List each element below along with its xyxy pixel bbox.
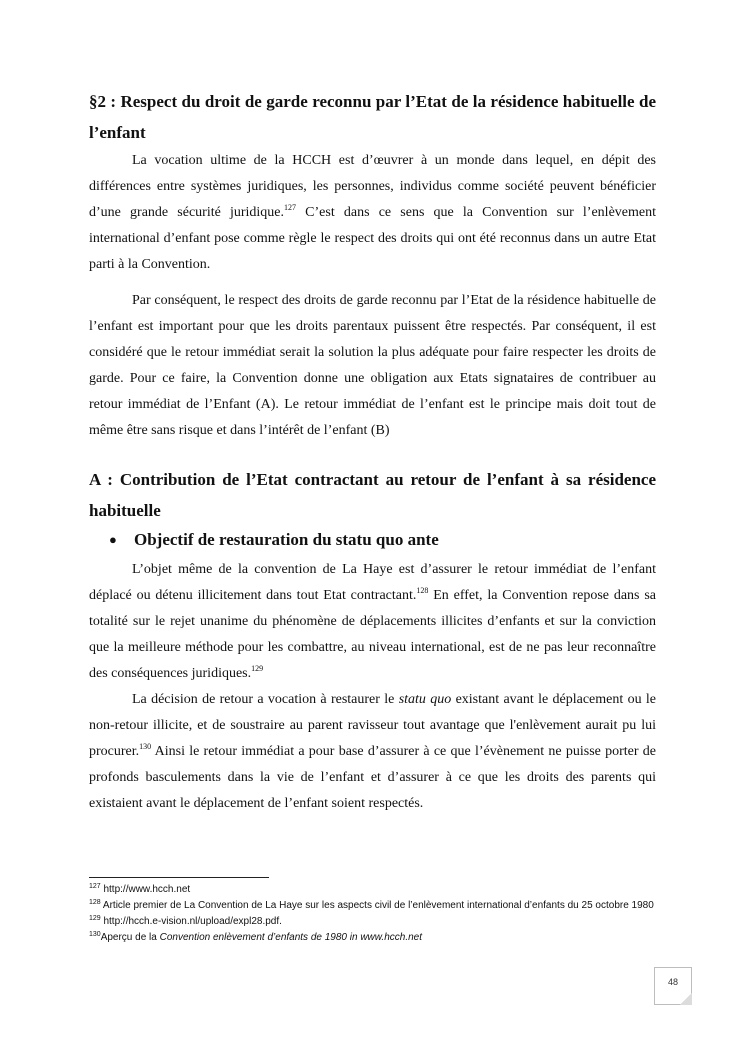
- footnote-128: $^{128}$ Article premier de La Convention de La Haye sur les aspects civil de l’enlèvement international d’enfants du 25 octobre 1980: [89, 899, 654, 911]
- footnotes: [89, 882, 659, 946]
- footnote-129: $^{129}$ http://hcch.e-vision.nl/upload/expl28.pdf.: [89, 915, 282, 927]
- footnote-ref-130[interactable]: 130: [139, 742, 152, 751]
- footnote-130: $^{130}$Aperçu de la Convention enlèvement d’enfants de 1980 in www.hcch.net: [89, 931, 423, 943]
- paragraph-3: L’objet même de la convention de La Haye est d’assurer le retour immédiat de l’enfant déplacé ou détenu illicitement dans tout Etat contractant.$^{128}$ En effet, la Convention repose dans sa totalité sur le rejet unanime du phénomène de déplacements illicites d’enfants et sur la conviction que la meilleure méthode pour les combattre, au niveau international, est de ne pas leur reconnaître des conséquences juridiques.$^{129}$: [89, 562, 656, 681]
- page-curl-icon: [680, 993, 692, 1005]
- paragraph-4: La décision de retour a vocation à restaurer le statu quo existant avant le déplacement ou le non-retour illicite, et de soustraire au parent ravisseur tout avantage que l'enlèvement aurait pu lui procurer.$^{130}$ Ainsi le retour immédiat a pour base d’assurer à ce que l’évènement ne puisse porter de profonds basculements dans la vie de l’enfant et d’assurer à ce que les droits des parents qui existaient avant le déplacement de l’enfant soient respectés.: [89, 692, 656, 811]
- page-body: [89, 86, 656, 817]
- paragraph-1: La vocation ultime de la HCCH est d’œuvrer à un monde dans lequel, en dépit des différences entre systèmes juridiques, les personnes, individus comme société peuvent bénéficier d’une grande sécurité juridique.$^{127}$ C’est dans ce sens que la Convention sur l’enlèvement international d’enfant pose comme règle le respect des droits qui ont été reconnus dans un autre Etat parti à la Convention.: [89, 153, 656, 272]
- subsection-heading: A : Contribution de l’Etat contractant au retour de l’enfant à sa résidence habituelle: [89, 470, 656, 520]
- footnote-ref-127[interactable]: 127: [284, 203, 297, 212]
- paragraph-2: Par conséquent, le respect des droits de garde reconnu par l’Etat de la résidence habituelle de l’enfant est important pour que les droits parentaux puissent être respectés. Par conséquent, il est considéré que le retour immédiat serait la solution la plus adéquate pour faire respecter les droits de garde. Pour ce faire, la Convention donne une obligation aux Etats signataires de contribuer au retour immédiat de l’Enfant (A). Le retour immédiat de l’enfant est le principe mais doit tout de même être sans risque et dans l’intérêt de l’enfant (B): [89, 293, 656, 438]
- footnote-ref-129[interactable]: 129: [251, 664, 264, 673]
- bullet-heading-text: Objectif de restauration du statu quo ante: [134, 530, 439, 549]
- footnote-separator: [89, 877, 269, 878]
- page-number: 48: [654, 967, 692, 1005]
- bullet-heading: [89, 527, 656, 553]
- footnote-127: $^{127}$ http://www.hcch.net: [89, 883, 191, 895]
- bullet-icon: ●: [109, 532, 117, 547]
- section-heading: §2 : Respect du droit de garde reconnu par l’Etat de la résidence habituelle de l’enfant: [89, 92, 656, 142]
- footnote-ref-128[interactable]: 128: [416, 586, 429, 595]
